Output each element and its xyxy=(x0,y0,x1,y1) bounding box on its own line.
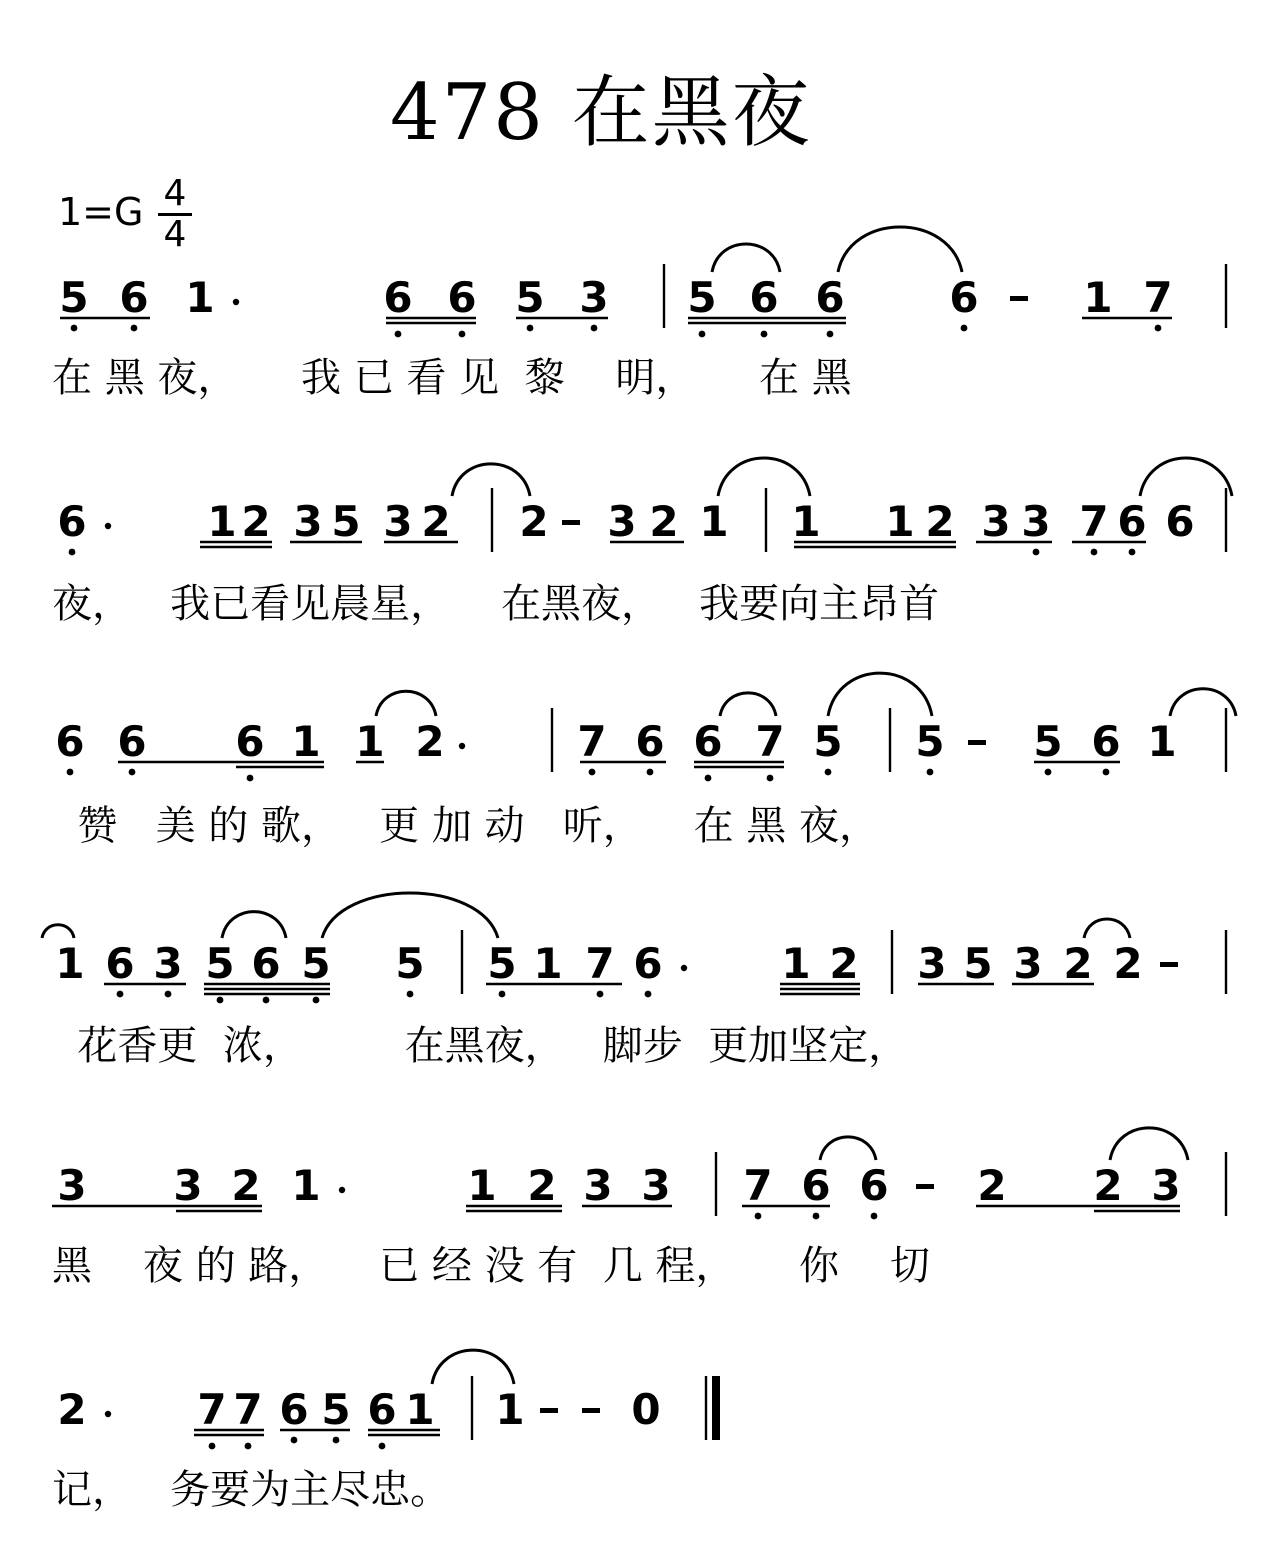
low-octave-dot xyxy=(291,1437,298,1444)
note-1: 1 xyxy=(885,497,915,546)
low-octave-dot xyxy=(755,1213,762,1220)
low-octave-dot xyxy=(407,991,414,998)
note-3: 3 xyxy=(641,1161,671,1210)
note-3: 3 xyxy=(153,939,183,988)
low-octave-dot xyxy=(705,775,712,782)
low-octave-dot xyxy=(767,775,774,782)
lyrics-line-6: 记， 务要为主尽忠。 xyxy=(52,1467,451,1513)
note-6: 6 xyxy=(815,273,845,322)
note-5: 5 xyxy=(813,717,843,766)
dash-extension xyxy=(1010,296,1028,301)
note-3: 3 xyxy=(383,497,413,546)
low-octave-dot xyxy=(459,331,466,338)
note-1: 1 xyxy=(355,717,385,766)
lyrics-line-5: 黑 夜 的 路， 已 经 没 有 几 程， 你 切 xyxy=(52,1243,930,1289)
low-octave-dot xyxy=(263,997,270,1004)
lyrics-line-1: 在 黑 夜， 我 已 看 见 黎 明， 在 黑 xyxy=(52,355,852,401)
low-octave-dot xyxy=(165,991,172,998)
low-octave-dot xyxy=(209,1443,216,1450)
note-5: 5 xyxy=(59,273,89,322)
note-3: 3 xyxy=(583,1161,613,1210)
note-3: 3 xyxy=(981,497,1011,546)
low-octave-dot xyxy=(395,331,402,338)
note-7: 7 xyxy=(585,939,615,988)
key-signature: 1=G xyxy=(58,190,144,234)
note-7: 7 xyxy=(233,1385,263,1434)
dash-extension xyxy=(968,740,986,745)
slur xyxy=(1110,1128,1188,1160)
low-octave-dot xyxy=(245,1443,252,1450)
low-octave-dot xyxy=(1091,549,1098,556)
slur xyxy=(1084,919,1130,938)
low-octave-dot xyxy=(499,991,506,998)
note-6: 6 xyxy=(693,717,723,766)
final-barline-thick xyxy=(712,1376,720,1440)
note-2: 2 xyxy=(415,717,445,766)
augmentation-dot xyxy=(105,523,111,529)
note-3: 3 xyxy=(1151,1161,1181,1210)
low-octave-dot xyxy=(217,997,224,1004)
low-octave-dot xyxy=(1045,769,1052,776)
note-7: 7 xyxy=(755,717,785,766)
note-5: 5 xyxy=(687,273,717,322)
low-octave-dot xyxy=(699,331,706,338)
low-octave-dot xyxy=(69,549,76,556)
dash-extension xyxy=(582,1408,600,1413)
note-5: 5 xyxy=(515,273,545,322)
low-octave-dot xyxy=(379,1443,386,1450)
note-6: 6 xyxy=(949,273,979,322)
note-1: 1 xyxy=(185,273,215,322)
low-octave-dot xyxy=(761,331,768,338)
note-3: 3 xyxy=(607,497,637,546)
dash-extension xyxy=(916,1184,934,1189)
note-1: 1 xyxy=(699,497,729,546)
note-3: 3 xyxy=(579,273,609,322)
meter-bottom: 4 xyxy=(163,214,187,255)
low-octave-dot xyxy=(827,331,834,338)
note-6: 6 xyxy=(251,939,281,988)
note-7: 7 xyxy=(197,1385,227,1434)
low-octave-dot xyxy=(1155,325,1162,332)
note-3: 3 xyxy=(1013,939,1043,988)
note-1: 1 xyxy=(291,1161,321,1210)
note-6: 6 xyxy=(383,273,413,322)
low-octave-dot xyxy=(1033,549,1040,556)
low-octave-dot xyxy=(645,991,652,998)
note-2: 2 xyxy=(527,1161,557,1210)
note-3: 3 xyxy=(57,1161,87,1210)
note-7: 7 xyxy=(743,1161,773,1210)
note-1: 1 xyxy=(1083,273,1113,322)
note-1: 1 xyxy=(495,1385,525,1434)
song-title: 478 在黑夜 xyxy=(390,68,812,158)
low-octave-dot xyxy=(117,991,124,998)
augmentation-dot xyxy=(339,1187,345,1193)
note-6: 6 xyxy=(367,1385,397,1434)
note-2: 2 xyxy=(241,497,271,546)
low-octave-dot xyxy=(71,325,78,332)
low-octave-dot xyxy=(1103,769,1110,776)
augmentation-dot xyxy=(681,965,687,971)
note-6: 6 xyxy=(635,717,665,766)
note-5: 5 xyxy=(331,497,361,546)
low-octave-dot xyxy=(527,325,534,332)
note-7: 7 xyxy=(1079,497,1109,546)
slur xyxy=(1140,458,1232,496)
low-octave-dot xyxy=(591,325,598,332)
meter-top: 4 xyxy=(163,173,187,214)
low-octave-dot xyxy=(247,775,254,782)
note-1: 1 xyxy=(467,1161,497,1210)
lyrics-line-4: 花香更 浓， 在黑夜， 脚步 更加坚定， xyxy=(52,1023,909,1069)
low-octave-dot xyxy=(597,991,604,998)
note-2: 2 xyxy=(1063,939,1093,988)
low-octave-dot xyxy=(129,769,136,776)
slur xyxy=(838,227,962,272)
slur xyxy=(720,693,776,716)
note-7: 7 xyxy=(1143,273,1173,322)
note-1: 1 xyxy=(1147,717,1177,766)
slur xyxy=(718,458,810,496)
low-octave-dot xyxy=(871,1213,878,1220)
augmentation-dot xyxy=(459,743,465,749)
slur xyxy=(820,1137,876,1160)
low-octave-dot xyxy=(647,769,654,776)
note-6: 6 xyxy=(859,1161,889,1210)
note-2: 2 xyxy=(649,497,679,546)
slur xyxy=(828,673,932,716)
note-6: 6 xyxy=(801,1161,831,1210)
note-2: 2 xyxy=(421,497,451,546)
low-octave-dot xyxy=(313,997,320,1004)
lyrics-line-2: 夜， 我已看见晨星， 在黑夜， 我要向主昂首 xyxy=(52,581,940,627)
low-octave-dot xyxy=(333,1437,340,1444)
low-octave-dot xyxy=(927,769,934,776)
dash-extension xyxy=(1160,962,1178,967)
note-6: 6 xyxy=(235,717,265,766)
augmentation-dot xyxy=(233,299,239,305)
note-0: 0 xyxy=(631,1385,661,1434)
note-5: 5 xyxy=(301,939,331,988)
note-6: 6 xyxy=(117,717,147,766)
note-6: 6 xyxy=(1117,497,1147,546)
note-3: 3 xyxy=(293,497,323,546)
note-6: 6 xyxy=(749,273,779,322)
note-2: 2 xyxy=(1113,939,1143,988)
note-6: 6 xyxy=(57,497,87,546)
note-5: 5 xyxy=(205,939,235,988)
low-octave-dot xyxy=(131,325,138,332)
note-6: 6 xyxy=(55,717,85,766)
low-octave-dot xyxy=(813,1213,820,1220)
note-1: 1 xyxy=(55,939,85,988)
note-6: 6 xyxy=(1165,497,1195,546)
slur xyxy=(322,893,498,938)
note-2: 2 xyxy=(829,939,859,988)
slur xyxy=(42,925,74,938)
note-6: 6 xyxy=(1091,717,1121,766)
note-1: 1 xyxy=(781,939,811,988)
low-octave-dot xyxy=(589,769,596,776)
note-5: 5 xyxy=(915,717,945,766)
note-6: 6 xyxy=(279,1385,309,1434)
augmentation-dot xyxy=(105,1411,111,1417)
lyrics-line-3: 赞 美 的 歌， 更 加 动 听， 在 黑 夜， xyxy=(52,803,880,849)
low-octave-dot xyxy=(1129,549,1136,556)
note-5: 5 xyxy=(321,1385,351,1434)
slur xyxy=(222,912,286,938)
note-7: 7 xyxy=(577,717,607,766)
note-6: 6 xyxy=(633,939,663,988)
note-3: 3 xyxy=(173,1161,203,1210)
note-3: 3 xyxy=(917,939,947,988)
note-1: 1 xyxy=(791,497,821,546)
note-1: 1 xyxy=(405,1385,435,1434)
note-2: 2 xyxy=(977,1161,1007,1210)
note-5: 5 xyxy=(1033,717,1063,766)
note-1: 1 xyxy=(207,497,237,546)
note-1: 1 xyxy=(533,939,563,988)
slur xyxy=(712,244,780,272)
note-6: 6 xyxy=(447,273,477,322)
note-2: 2 xyxy=(231,1161,261,1210)
note-5: 5 xyxy=(963,939,993,988)
note-1: 1 xyxy=(291,717,321,766)
dash-extension xyxy=(562,520,580,525)
low-octave-dot xyxy=(961,325,968,332)
note-5: 5 xyxy=(487,939,517,988)
note-6: 6 xyxy=(119,273,149,322)
slur xyxy=(376,691,436,716)
note-6: 6 xyxy=(105,939,135,988)
note-2: 2 xyxy=(925,497,955,546)
dash-extension xyxy=(540,1408,558,1413)
low-octave-dot xyxy=(825,769,832,776)
note-2: 2 xyxy=(519,497,549,546)
note-5: 5 xyxy=(395,939,425,988)
note-2: 2 xyxy=(57,1385,87,1434)
low-octave-dot xyxy=(67,769,74,776)
note-3: 3 xyxy=(1021,497,1051,546)
note-2: 2 xyxy=(1093,1161,1123,1210)
